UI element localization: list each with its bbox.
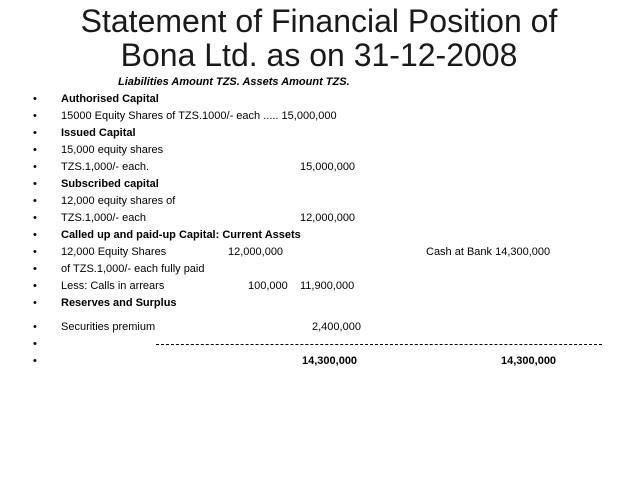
bullet: • [33, 297, 37, 309]
bullet: • [33, 263, 37, 275]
list-item [0, 336, 638, 353]
list-item [0, 108, 638, 125]
paidup-amount: 12,000,000 [228, 246, 284, 258]
calls-in-arrears-amount: 100,000 [248, 280, 288, 292]
bullet: • [33, 93, 37, 105]
bullet: • [33, 178, 37, 190]
subtitle: Liabilities Amount TZS. Assets Amount TZS. [118, 76, 350, 88]
heading-authorised-capital: Authorised Capital [61, 93, 159, 105]
bullet: • [33, 110, 37, 122]
list-item [0, 227, 638, 244]
list-item [0, 244, 638, 261]
securities-premium-amount: 2,400,000 [312, 321, 361, 333]
list-item [0, 295, 638, 312]
paidup-shares-text: 12,000 Equity Shares [61, 246, 167, 258]
heading-subscribed-capital: Subscribed capital [61, 178, 159, 190]
bullet: • [33, 229, 37, 241]
list-item [0, 159, 638, 176]
list-item [0, 278, 638, 295]
subscribed-shares-text: 12,000 equity shares of [61, 195, 176, 207]
heading-issued-capital: Issued Capital [61, 127, 136, 139]
list-item [0, 176, 638, 193]
list-item [0, 319, 638, 336]
cash-at-bank: Cash at Bank 14,300,000 [426, 246, 551, 258]
bullet: • [33, 195, 37, 207]
list-item [0, 353, 638, 370]
list-item [0, 210, 638, 227]
bullet: • [33, 127, 37, 139]
heading-reserves-surplus: Reserves and Surplus [61, 297, 177, 309]
bullet: • [33, 212, 37, 224]
bullet: • [33, 338, 37, 350]
list-item [0, 193, 638, 210]
heading-called-up-capital: Called up and paid-up Capital: Current Assets [61, 229, 301, 241]
authorised-shares-text: 15000 Equity Shares of TZS.1000/- each ..... 15,000,000 [61, 110, 337, 122]
list-item [0, 125, 638, 142]
title-line-2: Bona Ltd. as on 31-12-2008 [120, 37, 518, 73]
title-line-1: Statement of Financial Position of [80, 3, 558, 39]
list-item [0, 91, 638, 108]
list-item [0, 261, 638, 278]
bullet: • [33, 246, 37, 258]
subscribed-amount: 12,000,000 [300, 212, 356, 224]
dashed-separator [156, 344, 602, 345]
bullet: • [33, 144, 37, 156]
assets-total: 14,300,000 [501, 355, 557, 367]
bullet: • [33, 280, 37, 292]
list-item [0, 142, 638, 159]
bullet: • [33, 321, 37, 333]
net-paidup-amount: 11,900,000 [300, 280, 355, 292]
issued-shares-text: 15,000 equity shares [61, 144, 164, 156]
subscribed-each-text: TZS.1,000/- each [61, 212, 146, 224]
fully-paid-text: of TZS.1,000/- each fully paid [61, 263, 205, 275]
issued-amount: 15,000,000 [300, 161, 356, 173]
bullet: • [33, 161, 37, 173]
bullet: • [33, 355, 37, 367]
calls-in-arrears-text: Less: Calls in arrears [61, 280, 165, 292]
issued-each-text: TZS.1,000/- each. [61, 161, 150, 173]
liabilities-total: 14,300,000 [302, 355, 358, 367]
securities-premium-text: Securities premium [61, 321, 156, 333]
